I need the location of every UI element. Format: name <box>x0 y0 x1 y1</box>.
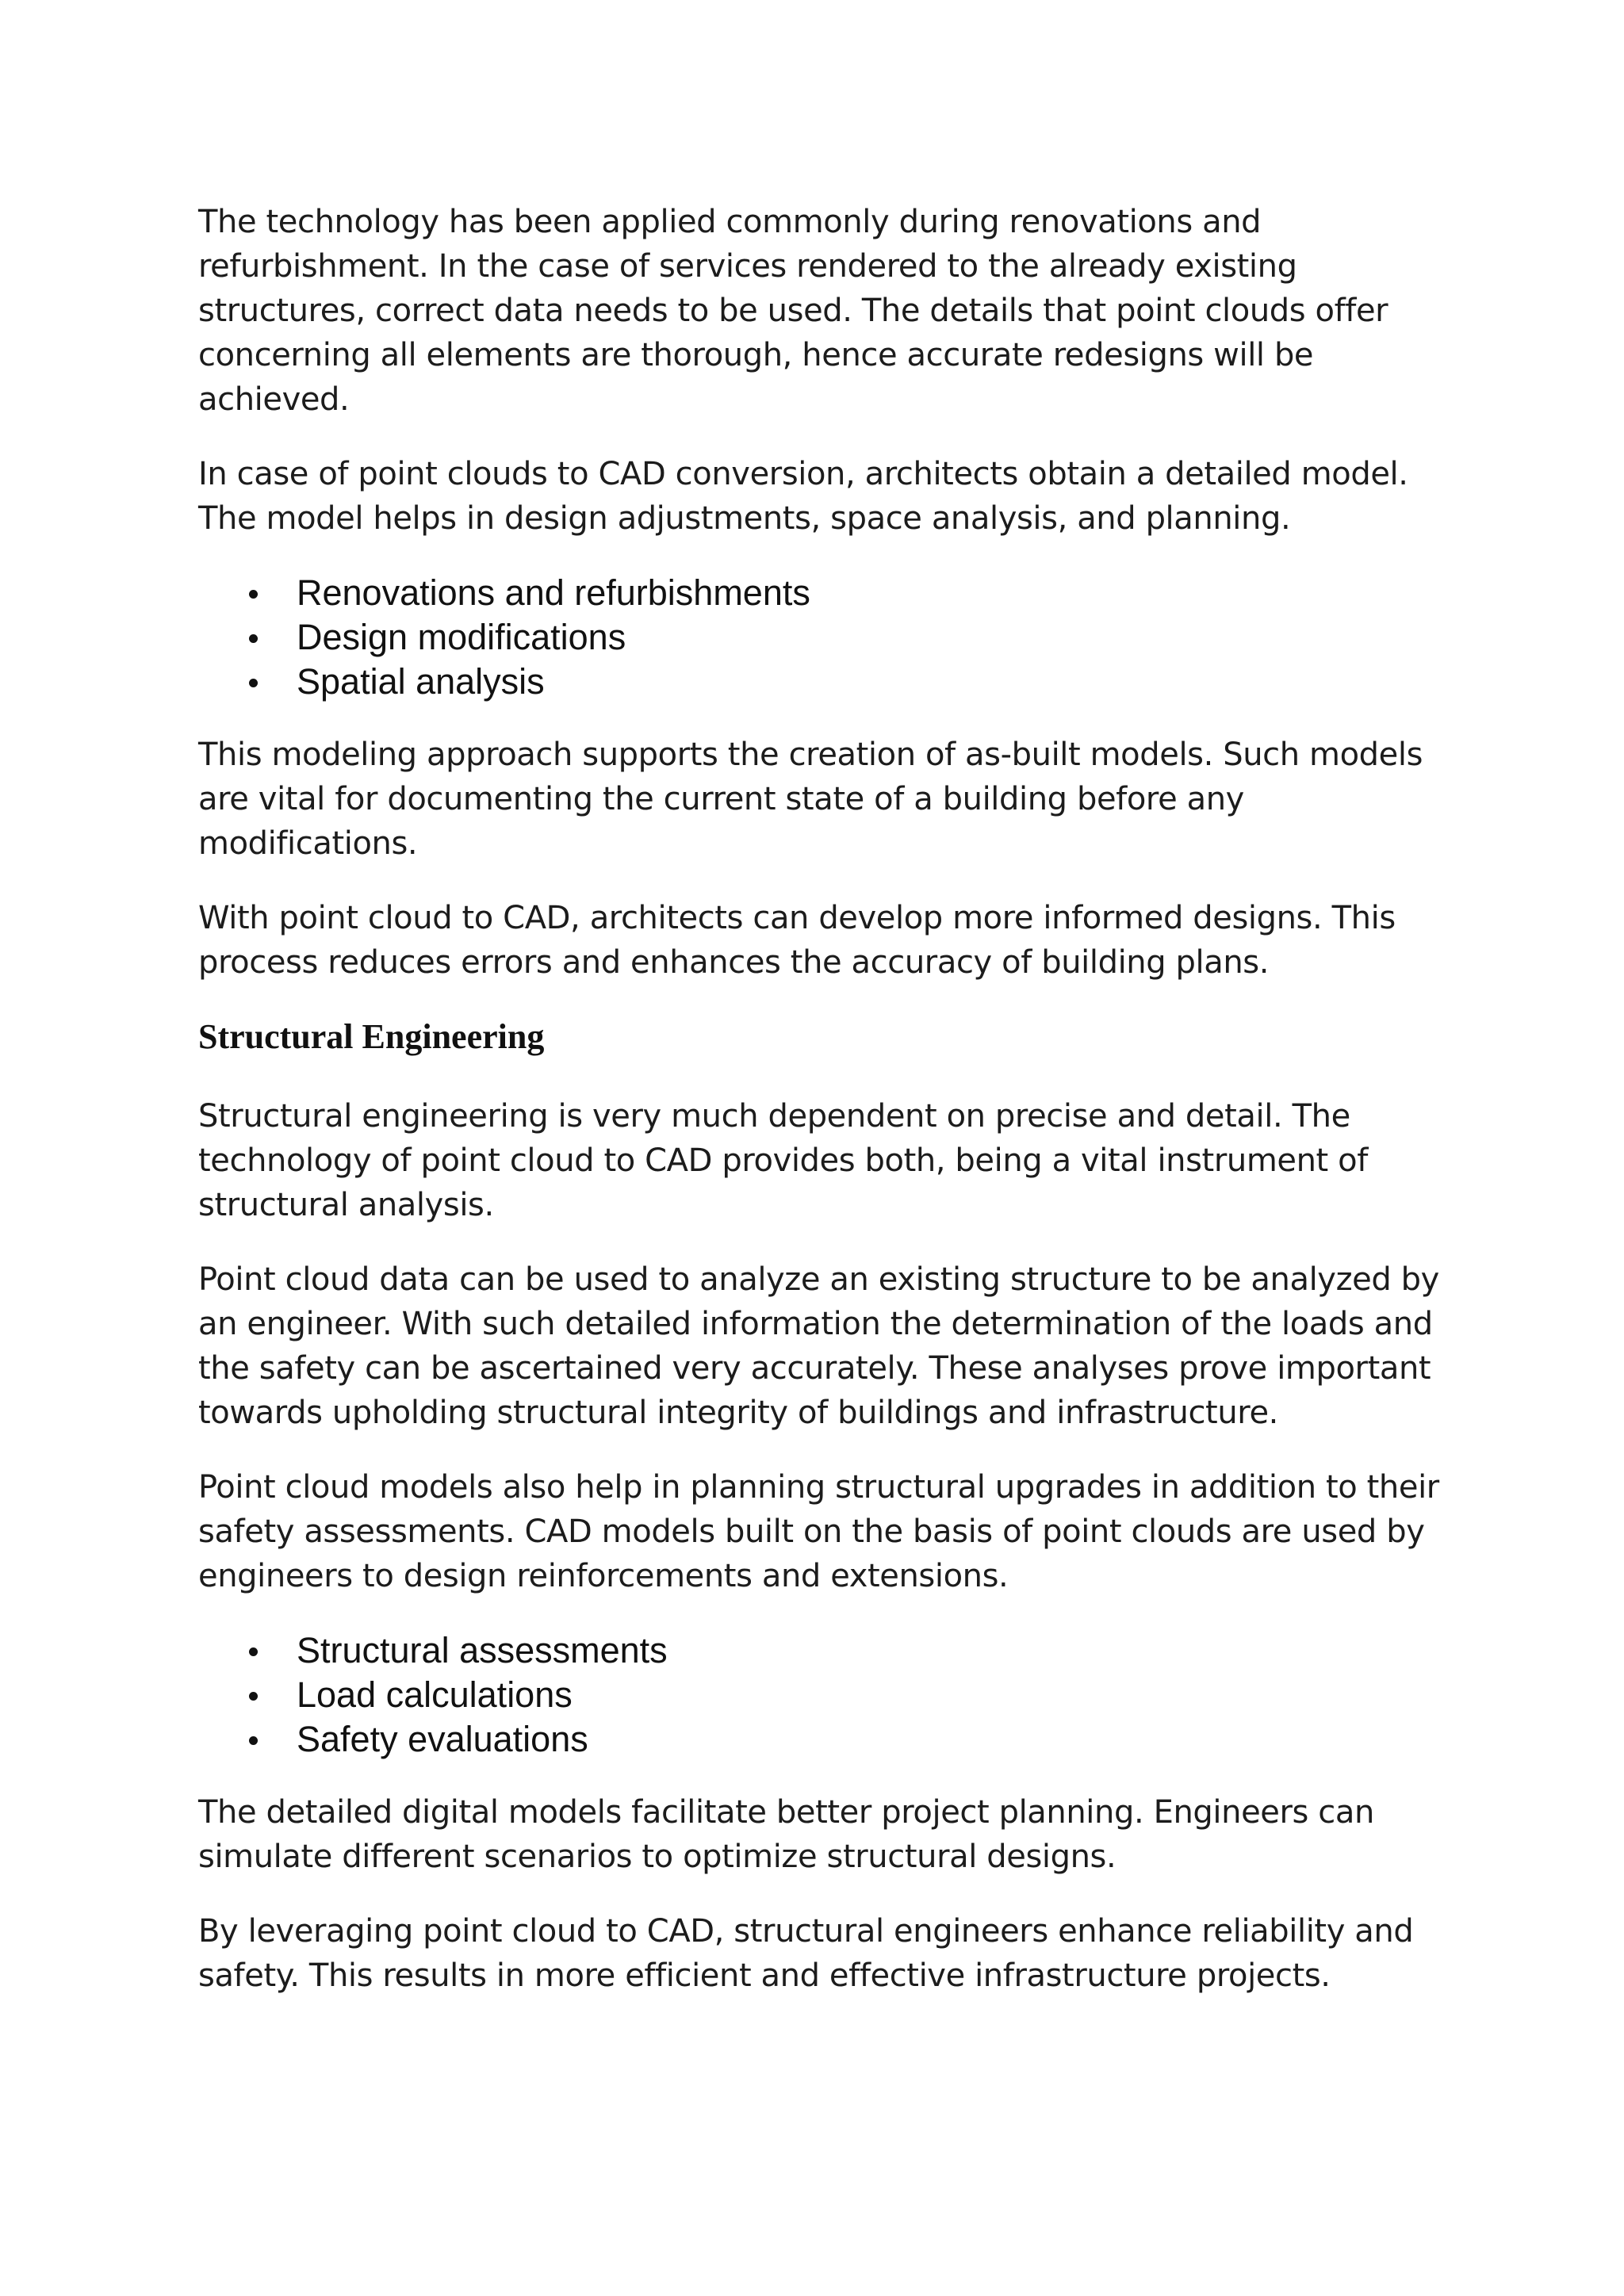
list-item-label: Safety evaluations <box>297 1719 588 1759</box>
bullet-list-architecture <box>198 571 1451 704</box>
bullet-icon <box>249 1692 258 1701</box>
paragraph-structural-upgrades: Point cloud models also help in planning structural upgrades in addition to their safety assessments. CAD models built on the basis of point clouds are used by engineers to design reinforcements and extensions. <box>198 1469 1439 1594</box>
list-item <box>297 615 1451 660</box>
paragraph-cad-conversion: In case of point clouds to CAD conversion, architects obtain a detailed model. The model helps in design adjustments, space analysis, and planning. <box>198 456 1408 537</box>
paragraph-conclusion: By leveraging point cloud to CAD, structural engineers enhance reliability and safety. This results in more efficient and effective infrastructure projects. <box>198 1913 1414 1994</box>
list-item <box>297 1673 1451 1717</box>
paragraph-as-built-models: This modeling approach supports the creation of as-built models. Such models are vital for documenting the current state of a building before any modifications. <box>198 737 1423 862</box>
paragraph-structural-analysis: Point cloud data can be used to analyze an existing structure to be analyzed by an engineer. With such detailed information the determination of the loads and the safety can be ascertained very accurately. These analyses prove important towards upholding structural integrity of buildings and infrastructure. <box>198 1261 1439 1431</box>
list-item-label: Load calculations <box>297 1674 573 1715</box>
section-heading: Structural Engineering <box>198 1017 545 1056</box>
list-item <box>297 660 1451 704</box>
list-item-label: Design modifications <box>297 617 626 657</box>
bullet-icon <box>249 590 258 599</box>
bullet-icon <box>249 1736 258 1745</box>
list-item <box>297 571 1451 615</box>
paragraph-project-planning: The detailed digital models facilitate better project planning. Engineers can simulate different scenarios to optimize structural designs. <box>198 1794 1374 1875</box>
list-item-label: Spatial analysis <box>297 661 545 702</box>
bullet-list-engineering <box>198 1628 1451 1762</box>
list-item-label: Renovations and refurbishments <box>297 572 810 613</box>
bullet-icon <box>249 679 258 687</box>
list-item-label: Structural assessments <box>297 1630 668 1670</box>
paragraph-renovations: The technology has been applied commonly during renovations and refurbishment. In the case of services rendered to the already existing structures, correct data needs to be used. The details that point clouds offer concerning all elements are thorough, hence accurate redesigns will be achieved. <box>198 204 1388 418</box>
bullet-icon <box>249 1647 258 1656</box>
bullet-icon <box>249 634 258 643</box>
list-item <box>297 1628 1451 1673</box>
paragraph-structural-intro: Structural engineering is very much dependent on precise and detail. The technology of point cloud to CAD provides both, being a vital instrument of structural analysis. <box>198 1098 1368 1223</box>
list-item <box>297 1717 1451 1762</box>
document-page <box>198 200 1451 2028</box>
paragraph-informed-designs: With point cloud to CAD, architects can develop more informed designs. This process reduces errors and enhances the accuracy of building plans. <box>198 900 1396 981</box>
